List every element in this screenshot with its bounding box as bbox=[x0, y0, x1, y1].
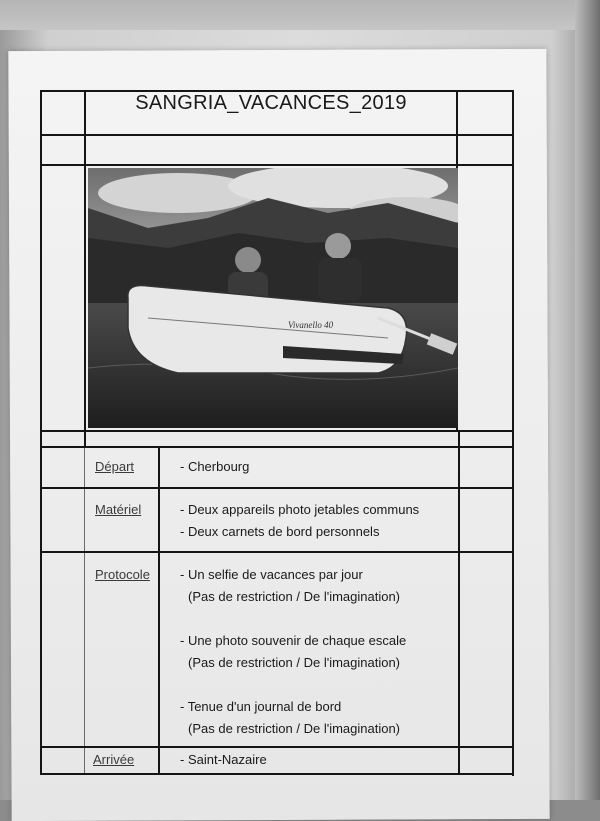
label-materiel: Matériel bbox=[95, 502, 142, 517]
raft-photo bbox=[88, 168, 458, 428]
depart-value: - Cherbourg bbox=[180, 459, 250, 474]
protocole-item-3: - Tenue d'un journal de bord bbox=[180, 699, 342, 714]
protocole-note-3: (Pas de restriction / De l'imagination) bbox=[188, 721, 401, 736]
label-depart: Départ bbox=[95, 459, 135, 474]
materiel-item-2: - Deux carnets de bord personnels bbox=[180, 524, 380, 539]
materiel-item-1: - Deux appareils photo jetables communs bbox=[180, 502, 420, 517]
label-protocole: Protocole bbox=[95, 567, 150, 582]
sheet-title: SANGRIA_VACANCES_2019 bbox=[135, 92, 407, 114]
protocole-note-2: (Pas de restriction / De l'imagination) bbox=[188, 655, 401, 670]
protocole-item-1: - Un selfie de vacances par jour bbox=[180, 567, 363, 582]
boat-lettering: Vivanello 40 bbox=[288, 320, 334, 330]
sleeve-edge bbox=[575, 0, 600, 800]
protocole-note-1: (Pas de restriction / De l'imagination) bbox=[188, 589, 401, 604]
protocole-item-2: - Une photo souvenir de chaque escale bbox=[180, 633, 407, 648]
arrivee-value: - Saint-Nazaire bbox=[180, 752, 267, 767]
label-arrivee: Arrivée bbox=[93, 752, 135, 767]
